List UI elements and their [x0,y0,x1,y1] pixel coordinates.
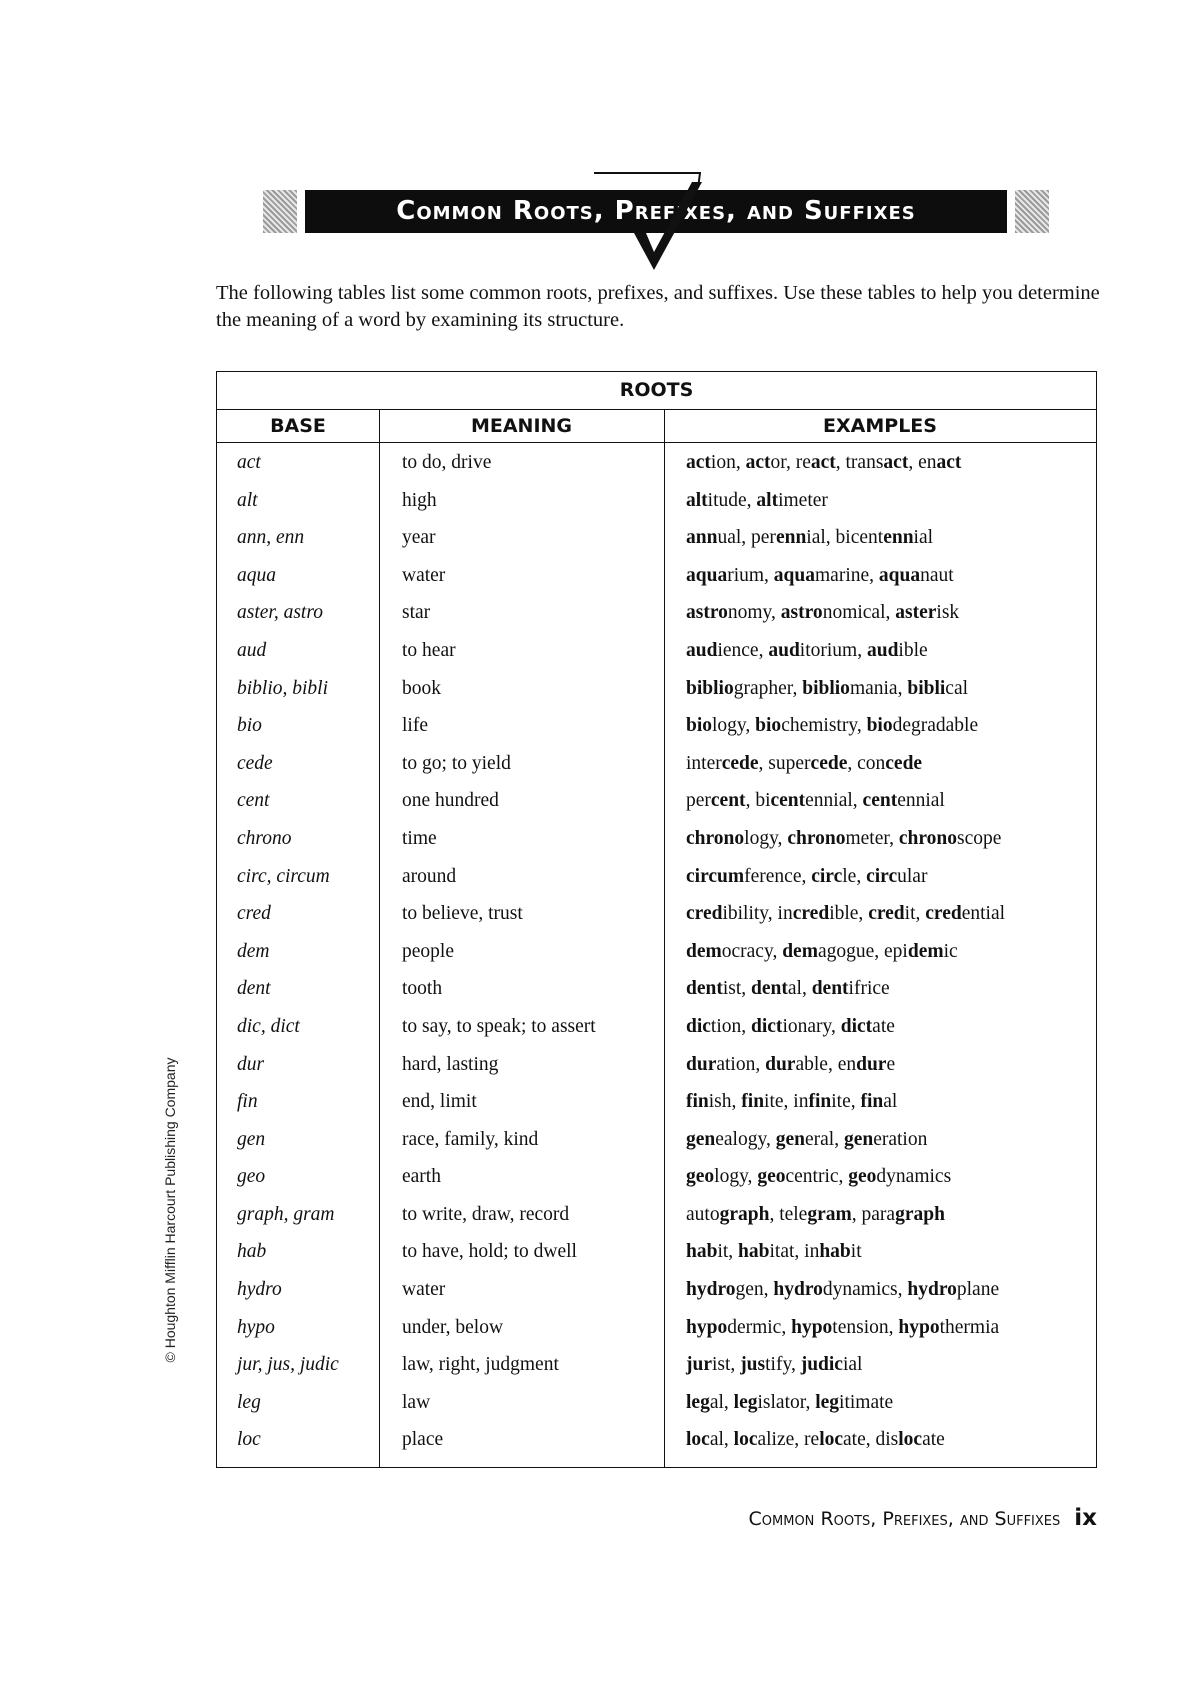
checkmark-arrow-icon [590,170,710,275]
root-base: gen [237,1128,266,1150]
root-meaning: water [402,1279,446,1301]
root-meaning: race, family, kind [402,1128,539,1150]
root-meaning: one hundred [402,790,499,812]
root-base: leg [237,1391,261,1413]
root-base: dur [237,1053,265,1075]
root-examples: audience, auditorium, audible [686,639,928,661]
table-row [217,670,1096,708]
page-footer [749,1505,1097,1531]
root-base: act [237,452,261,473]
root-meaning: people [402,940,454,962]
root-examples: geology, geocentric, geodynamics [686,1166,952,1188]
root-base: hydro [237,1279,282,1301]
root-meaning: water [402,564,446,586]
root-examples: democracy, demagogue, epidemic [686,940,958,962]
root-base: geo [237,1166,266,1188]
table-row [217,858,1096,896]
root-base: hypo [237,1316,275,1338]
table-row [217,1083,1096,1121]
root-examples: legal, legislator, legitimate [686,1391,894,1413]
root-base: aster, astro [237,602,323,624]
root-base: dent [237,978,271,1000]
root-examples: habit, habitat, inhabit [686,1241,862,1263]
table-row [217,895,1096,933]
root-base: cent [237,790,270,812]
root-base: circ, circum [237,865,330,887]
root-meaning: time [402,827,437,849]
root-base: aqua [237,564,276,586]
copyright-credit: © Houghton Mifflin Harcourt Publishing Company [162,1057,178,1363]
table-row [217,1346,1096,1384]
root-meaning: end, limit [402,1091,477,1113]
root-base: jur, jus, judic [237,1354,339,1376]
root-examples: intercede, supercede, concede [686,752,923,774]
root-meaning: high [402,489,437,511]
root-examples: finish, finite, infinite, final [686,1091,898,1113]
root-meaning: to say, to speak; to assert [402,1015,596,1037]
table-row [217,1421,1096,1459]
root-meaning: to write, draw, record [402,1203,570,1225]
table-row [217,1158,1096,1196]
table-row [217,632,1096,670]
root-examples: biology, biochemistry, biodegradable [686,715,979,737]
root-examples: genealogy, general, generation [686,1128,928,1150]
root-base: cede [237,752,273,774]
root-examples: bibliographer, bibliomania, biblical [686,677,969,699]
root-meaning: tooth [402,978,443,1000]
root-base: hab [237,1241,267,1263]
page-title: Common Roots, Prefixes, and Suffixes [396,196,916,226]
table-row [217,444,1096,482]
table-row [217,519,1096,557]
root-base: biblio, bibli [237,677,329,699]
root-examples: astronomy, astronomical, asterisk [686,602,960,624]
table-row [217,1233,1096,1271]
root-examples: jurist, justify, judicial [686,1354,863,1376]
root-base: cred [237,903,271,925]
column-header-examples: EXAMPLES [823,415,937,437]
root-meaning: under, below [402,1316,504,1338]
root-meaning: hard, lasting [402,1053,499,1075]
root-base: ann, enn [237,527,305,549]
root-examples: annual, perennial, bicentennial [686,527,934,549]
root-examples: autograph, telegram, paragraph [686,1203,945,1225]
root-examples: local, localize, relocate, dislocate [686,1429,945,1451]
table-row [217,970,1096,1008]
root-meaning: to believe, trust [402,903,523,925]
root-examples: duration, durable, endure [686,1053,896,1075]
table-row [217,594,1096,632]
root-meaning: to do, drive [402,452,492,473]
page-number: ix [1074,1505,1097,1531]
root-base: graph, gram [237,1203,335,1225]
table-row [217,1121,1096,1159]
table-row [217,557,1096,595]
root-base: chrono [237,827,292,849]
column-header-base: BASE [270,415,326,437]
root-examples: aquarium, aquamarine, aquanaut [686,564,954,586]
table-row [217,707,1096,745]
root-meaning: life [402,715,428,737]
table-row [217,782,1096,820]
root-examples: chronology, chronometer, chronoscope [686,827,1002,849]
column-header-meaning: MEANING [470,415,573,437]
table-body [217,444,1096,1459]
root-examples: hydrogen, hydrodynamics, hydroplane [686,1279,1000,1301]
root-meaning: around [402,865,457,887]
root-base: bio [237,715,262,737]
root-examples: action, actor, react, transact, enact [686,452,962,473]
root-meaning: law, right, judgment [402,1354,559,1376]
table-row [217,1046,1096,1084]
table-row [217,933,1096,971]
root-meaning: place [402,1429,444,1451]
root-meaning: to hear [402,639,456,661]
table-row [217,1008,1096,1046]
root-meaning: law [402,1391,431,1413]
table-row [217,820,1096,858]
intro-paragraph: The following tables list some common roots, prefixes, and suffixes. Use these tables to help you determine the meaning of a word by examining its structure. [216,282,1100,331]
root-meaning: to have, hold; to dwell [402,1241,577,1263]
root-examples: altitude, altimeter [686,489,828,511]
footer-title: Common Roots, Prefixes, and Suffixes [748,1508,1061,1530]
root-examples: credibility, incredible, credit, credential [686,903,1006,925]
table-row [217,745,1096,783]
root-meaning: star [402,602,431,624]
root-base: fin [237,1091,258,1113]
root-base: dic, dict [237,1015,300,1037]
banner-divider-right [1007,190,1015,233]
table-row [217,1309,1096,1347]
root-base: dem [237,940,270,962]
root-base: aud [237,639,267,661]
root-examples: diction, dictionary, dictate [686,1015,895,1037]
root-meaning: earth [402,1166,441,1188]
root-base: loc [237,1429,261,1451]
banner-ornament-right [1015,190,1049,233]
table-row [217,482,1096,520]
table-row [217,1384,1096,1422]
root-examples: percent, bicentennial, centennial [686,790,945,812]
root-meaning: to go; to yield [402,752,511,774]
root-meaning: book [402,677,441,699]
roots-table [216,371,1097,1468]
root-examples: circumference, circle, circular [686,865,928,887]
table-row [217,1196,1096,1234]
table-caption: ROOTS [619,379,694,401]
root-examples: dentist, dental, dentifrice [686,978,890,1000]
root-meaning: year [402,527,436,549]
root-examples: hypodermic, hypotension, hypothermia [686,1316,1000,1338]
table-row [217,1271,1096,1309]
root-base: alt [237,489,258,511]
